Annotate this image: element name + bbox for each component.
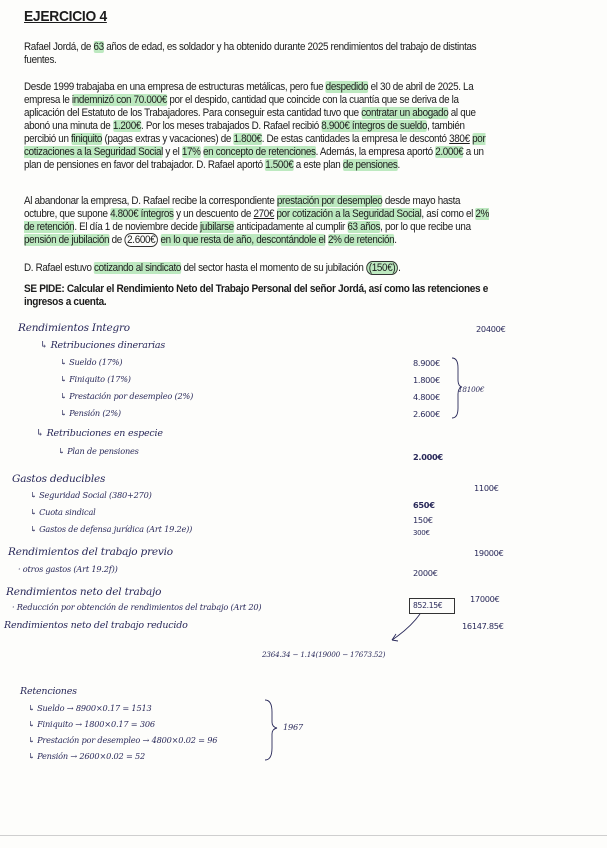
paragraph-text: 270€ [253,208,275,220]
paragraph-text: a este plan [293,159,343,171]
note-plan-pensiones: ↳ Plan de pensiones [58,446,139,456]
note-reduccion: · Reducción por obtención de rendimientos del trabajo (Art 20) [12,602,262,612]
note-prestacion: ↳ Prestación por desempleo (2%) [60,391,194,401]
highlighted-text: de pensiones [342,159,398,171]
highlighted-text: 8.900€ íntegros de sueldo [321,120,428,132]
paragraph-text: desde mayo hasta octubre, que supone [24,195,461,220]
highlighted-text: 2.000€ [435,146,464,158]
paragraph-text: D. Rafael estuvo [24,262,95,274]
highlighted-text: finiquito [71,133,103,145]
paragraph-text: . De estas cantidades la empresa le descontó [261,133,450,145]
note-defensa-amount: 300€ [413,529,430,537]
note-sueldo: ↳ Sueldo (17%) [60,357,123,367]
paragraph-text: anticipadamente al cumplir [233,221,348,233]
paragraph-text: el 30 de abril de 2025. La empresa le [24,81,474,106]
note-rend-neto-total: 17000€ [470,594,500,604]
note-sueldo-amount: 8.900€ [413,358,440,368]
note-pension-amount: 2.600€ [413,409,440,419]
brace-retenciones [265,700,277,760]
note-reduccion-amount: 852.15€ [413,601,443,610]
highlighted-text: prestación por desempleo [276,195,383,207]
paragraph-text: Al abandonar la empresa, D. Rafael recibe la correspondiente [24,195,277,207]
paragraph-text: a un plan de pensiones en favor del trabajador. D. Rafael aportó [24,146,484,171]
paragraph-text: , así como el [421,208,476,220]
highlighted-text: 1.200€ [112,120,142,132]
paragraph-text: 2.600€ [124,233,158,247]
note-pension: ↳ Pensión (2%) [60,408,121,418]
note-otros-gastos: · otros gastos (Art 19.2f)) [18,564,118,574]
paragraph-text: SE PIDE: Calcular el Rendimiento Neto del Trabajo Personal del señor Jordá, así como las retenciones e ingresos a cuenta. [24,283,488,308]
paragraph-text: y el [163,146,182,158]
note-ret-pension: ↳ Pensión → 2600×0.02 = 52 [28,751,146,761]
note-rend-integro: Rendimientos Integro [18,322,130,334]
highlighted-text: 17% [181,146,201,158]
paragraph-text: , también percibió un [24,120,465,145]
paragraph-text: . El día 1 de noviembre decide [74,221,201,233]
paragraph-text: años de edad, es soldador y ha obtenido durante 2025 rendimientos del trabajo de distintas fuentes. [24,41,477,66]
highlighted-text: indemnizó con 70.000€ [71,94,167,106]
exercise-title: EJERCICIO 4 [24,8,107,25]
note-formula: 2364.34 − 1.14(19000 − 17673.52) [262,650,386,659]
note-rend-previo: Rendimientos del trabajo previo [8,546,173,558]
note-prestacion-amount: 4.800€ [413,392,440,402]
paragraph-text: . [398,262,401,274]
brace-dinerarias [452,358,462,418]
note-ret-finiquito: ↳ Finiquito → 1800×0.17 = 306 [28,719,155,729]
note-rend-neto: Rendimientos neto del trabajo [6,586,162,598]
paragraph-text: , por lo que recibe una [380,221,471,233]
highlighted-text: despedido [325,81,369,93]
highlighted-text: por cotizaciones a la Seguridad Social [24,133,486,158]
highlighted-text: por cotización a la Seguridad Social [276,208,422,220]
highlighted-text: jubilarse [200,221,234,233]
note-rend-integro-total: 20400€ [476,324,506,334]
paragraph-text: por el despido, cantidad que coincide con la cuantía que se deriva de la aplicación del Estatuto de los Trabajadores. Para conseguir esta cantidad tuvo que [24,94,459,119]
highlighted-text: cotizando al sindicato [94,262,182,274]
note-finiquito-amount: 1.800€ [413,375,440,385]
highlighted-text: contratar un abogado [361,107,449,119]
arrow-formula [392,614,420,640]
highlighted-text: 63 años [347,221,381,233]
highlighted-text: pensión de jubilación [24,234,110,246]
paragraph-text: Rafael Jordá, de [24,41,94,53]
paragraph-text: del sector hasta el momento de su jubilación [181,262,367,274]
note-ret-sueldo: ↳ Sueldo → 8900×0.17 = 1513 [28,703,152,713]
note-dinerarias-sum: 18100€ [458,385,485,394]
note-rend-neto-reducido-total: 16147.85€ [462,621,504,631]
highlighted-text: 1.500€ [265,159,294,171]
highlighted-text: 63 [93,41,104,53]
highlighted-text: 1.800€ [233,133,262,145]
note-seg-social-amount: 650€ [413,500,435,510]
note-cuota-sindical: ↳ Cuota sindical [30,507,96,517]
note-retrib-especie: ↳ Retribuciones en especie [36,428,163,439]
highlighted-text: 2% de retención [24,208,490,233]
paragraph-text: . Por los meses trabajados D. Rafael recibió [141,120,322,132]
paragraph-text: y un descuento de [173,208,254,220]
note-rend-neto-reducido: Rendimientos neto del trabajo reducido [4,620,188,631]
note-otros-gastos-amount: 2000€ [413,568,438,578]
note-retenciones: Retenciones [20,686,77,697]
note-gastos-total: 1100€ [474,483,499,493]
paragraph-text: . [394,234,397,246]
paragraph-text: al que abonó una minuta de [24,107,476,132]
note-rend-previo-total: 19000€ [474,548,504,558]
highlighted-text: en concepto de retenciones [203,146,316,158]
note-plan-amount: 2.000€ [413,452,443,462]
paragraph-text: 380€ [449,133,470,145]
note-cuota-amount: 150€ [413,515,433,525]
highlighted-text: 4.800€ íntegros [110,208,174,220]
note-ret-total: 1967 [283,722,304,732]
note-gastos-deducibles: Gastos deducibles [12,473,106,485]
note-gastos-defensa: ↳ Gastos de defensa jurídica (Art 19.2e)) [30,524,193,534]
note-finiquito: ↳ Finiquito (17%) [60,374,131,384]
paragraph-text: . Además, la empresa aportó [315,146,436,158]
highlighted-text: 2% de retención [327,234,395,246]
note-ret-prestacion: ↳ Prestación por desempleo → 4800×0.02 = 96 [28,735,218,745]
paragraph-text: . [397,159,400,171]
paragraph-text: Desde 1999 trabajaba en una empresa de estructuras metálicas, pero fue [24,81,326,93]
note-seg-social: ↳ Seguridad Social (380+270) [30,490,152,500]
paragraph-text: (pagas extras y vacaciones) de [102,133,234,145]
highlighted-text: en lo que resta de año, descontándole el [160,234,326,246]
paragraph-text: de [109,234,125,246]
note-retrib-dinerarias: ↳ Retribuciones dinerarias [40,340,166,351]
highlighted-text: (150€) [366,261,398,275]
page-bottom-edge [0,835,607,836]
